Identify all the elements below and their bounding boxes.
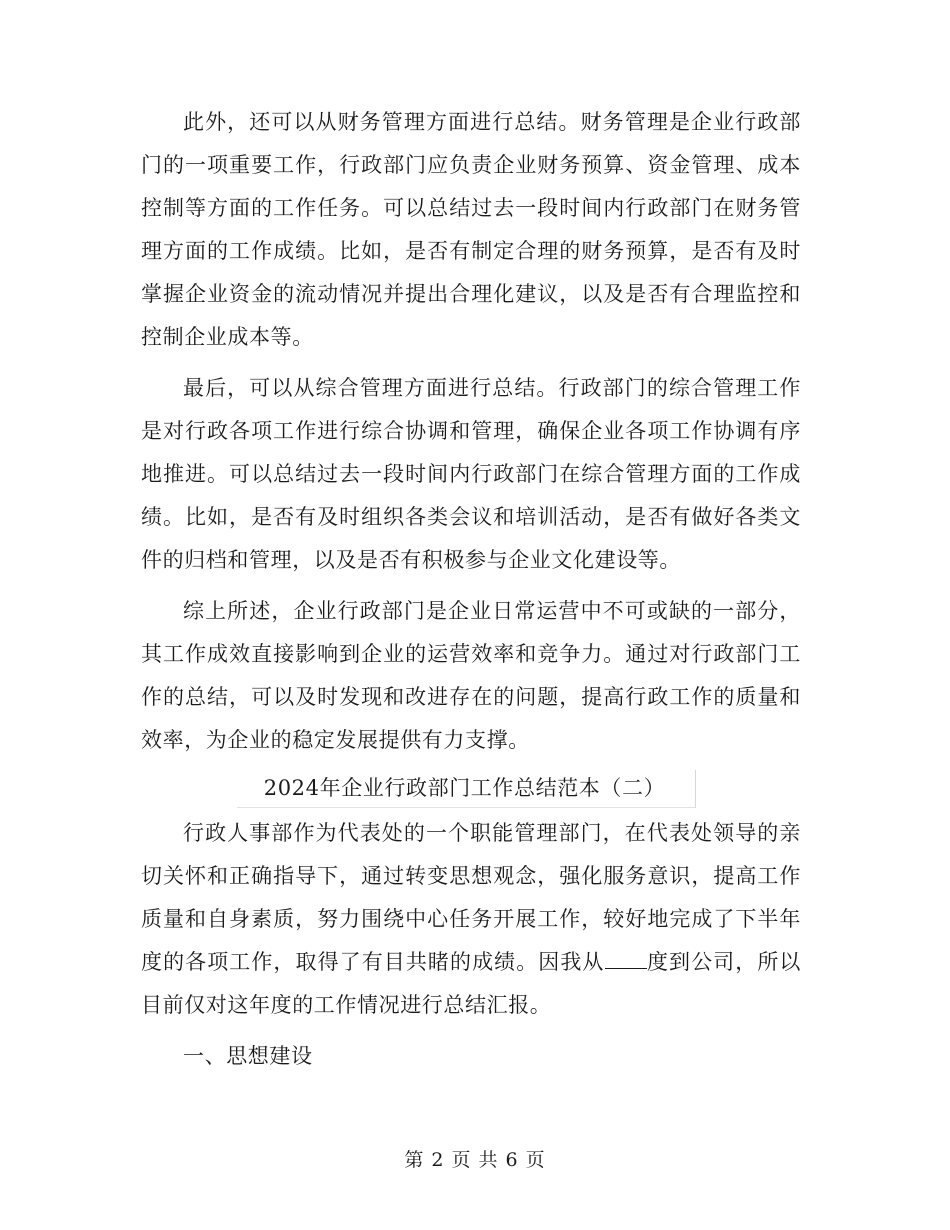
intro-text-after-blank: 度到公司，所以目前仅对这年度的工作情况进行总结汇报。 — [141, 950, 801, 1017]
paragraph-summary: 综上所述，企业行政部门是企业日常运营中不可或缺的一部分，其工作成效直接影响到企业的运营效率和竞争力。通过对行政部门工作的总结，可以及时发现和改进存在的问题，提高行政工作的质量和效率，为企业的稳定发展提供有力支撑。 — [141, 599, 801, 752]
paragraph-finance: 此外，还可以从财务管理方面进行总结。财务管理是企业行政部门的一项重要工作，行政部门应负责企业财务预算、资金管理、成本控制等方面的工作任务。可以总结过去一段时间内行政部门在财务管理方面的工作成绩。比如，是否有制定合理的财务预算，是否有及时掌握企业资金的流动情况并提出合理化建议，以及是否有合理监控和控制企业成本等。 — [141, 110, 801, 349]
section-title: 2024年企业行政部门工作总结范本（二） — [237, 770, 696, 808]
intro-text-before-blank: 行政人事部作为代表处的一个职能管理部门，在代表处领导的亲切关怀和正确指导下，通过转变思想观念，强化服务意识，提高工作质量和自身素质，努力围绕中心任务开展工作，较好地完成了下半年度的各项工作，取得了有目共睹的成绩。因我从 — [141, 821, 801, 974]
heading-ideology: 一、思想建设 — [183, 1044, 313, 1068]
fill-in-blank — [605, 950, 647, 969]
paragraph-intro — [141, 812, 801, 1027]
paragraph-comprehensive: 最后，可以从综合管理方面进行总结。行政部门的综合管理工作是对行政各项工作进行综合协调和管理，确保企业各项工作协调有序地推进。可以总结过去一段时间内行政部门在综合管理方面的工作成绩。比如，是否有及时组织各类会议和培训活动，是否有做好各类文件的归档和管理，以及是否有积极参与企业文化建设等。 — [141, 376, 801, 572]
page-footer: 第 2 页 共 6 页 — [404, 1149, 546, 1171]
document-body — [141, 101, 801, 1078]
